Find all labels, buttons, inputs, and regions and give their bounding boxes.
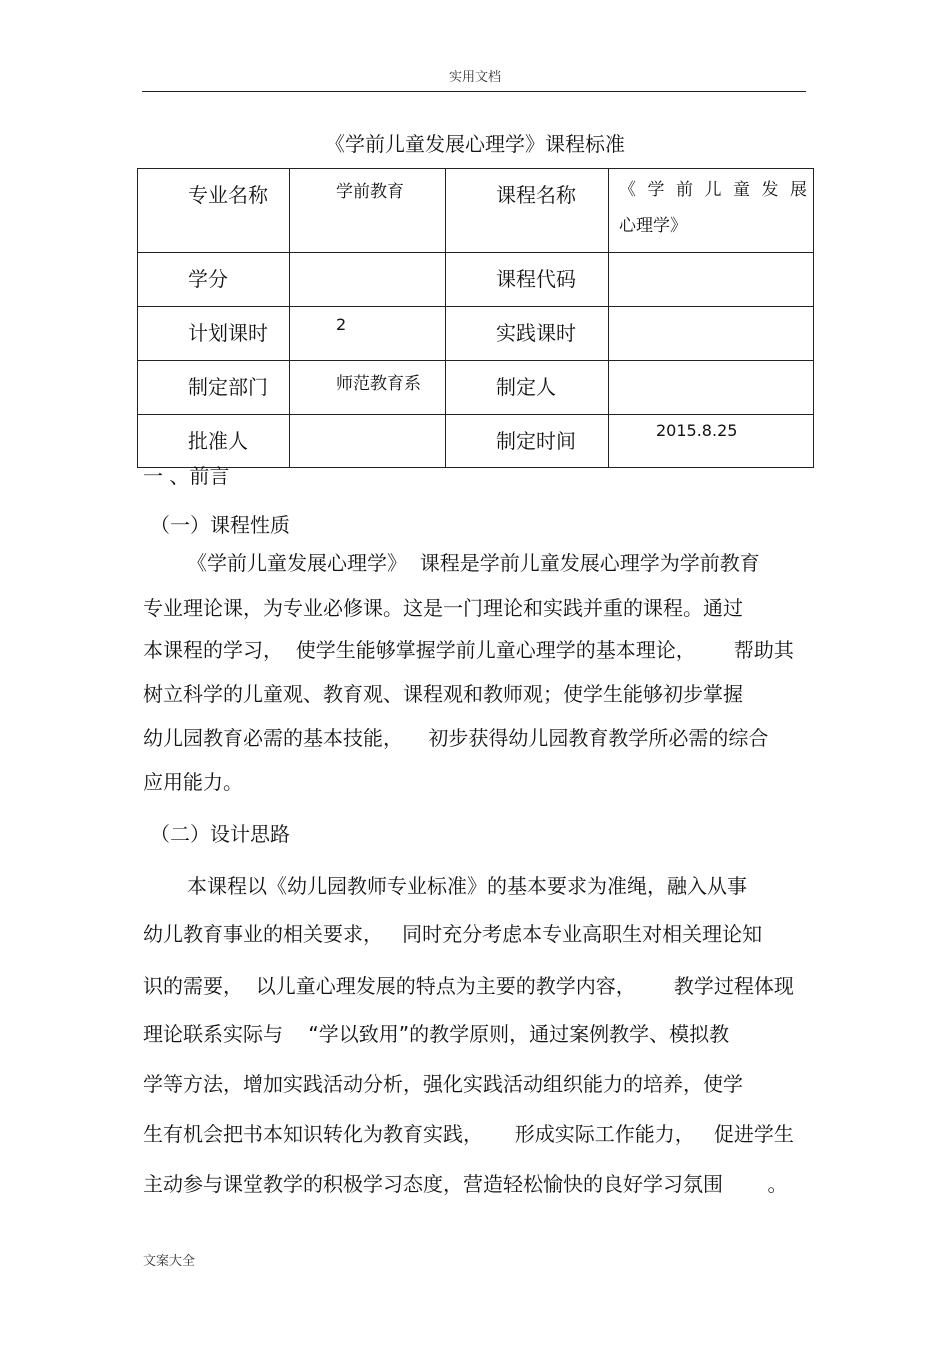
header-rule (142, 91, 806, 92)
document-title: 《学前儿童发展心理学》课程标准 (325, 132, 625, 156)
value-major: 学前教育 (290, 169, 446, 253)
paragraph-line: 树立科学的儿童观、教育观、课程观和教师观；使学生能够初步掌握 (143, 682, 743, 706)
paragraph-line: 学等方法，增加实践活动分析，强化实践活动组织能力的培养，使学 (143, 1072, 743, 1096)
subsection-heading-nature: （一）课程性质 (150, 513, 290, 537)
value-practice-hours (609, 307, 814, 361)
paragraph-line: 应用能力。 (143, 770, 243, 794)
paragraph-line: 主动参与课堂教学的积极学习态度，营造轻松愉快的良好学习氛围 。 (143, 1172, 788, 1196)
paragraph-line: 识的需要， 以儿童心理发展的特点为主要的教学内容， 教学过程体现 (143, 974, 794, 998)
paragraph-line: 生有机会把书本知识转化为教育实践， 形成实际工作能力， 促进学生 (143, 1122, 794, 1146)
label-major: 专业名称 (138, 169, 290, 253)
section-heading-preface: 一 、前言 (143, 464, 230, 488)
label-author: 制定人 (446, 361, 609, 415)
label-approver: 批准人 (138, 415, 290, 468)
paragraph-line: 理论联系实际与 “学以致用”的教学原则，通过案例教学、模拟教 (143, 1022, 730, 1046)
label-planned-hours: 计划课时 (138, 307, 290, 361)
value-date: 2015.8.25 (609, 415, 814, 468)
table-row (138, 253, 814, 307)
value-approver (290, 415, 446, 468)
label-department: 制定部门 (138, 361, 290, 415)
page-header: 实用文档 (448, 70, 501, 85)
course-info-table (137, 168, 814, 468)
subsection-heading-design: （二）设计思路 (150, 822, 290, 846)
paragraph-line: 《学前儿童发展心理学》 课程是学前儿童发展心理学为学前教育 (187, 551, 760, 575)
value-planned-hours: 2 (290, 307, 446, 361)
table-row (138, 307, 814, 361)
page-footer: 文案大全 (143, 1254, 196, 1269)
value-credits (290, 253, 446, 307)
value-course-name (609, 169, 814, 253)
course-name-line2: 心理学》 (619, 216, 687, 236)
table-row (138, 169, 814, 253)
paragraph-line: 幼儿园教育必需的基本技能， 初步获得幼儿园教育教学所必需的综合 (143, 726, 769, 750)
value-course-code (609, 253, 814, 307)
label-course-name: 课程名称 (446, 169, 609, 253)
table-row (138, 361, 814, 415)
value-author (609, 361, 814, 415)
paragraph-line: 本课程以《幼儿园教师专业标准》的基本要求为准绳，融入从事 (187, 874, 747, 898)
label-course-code: 课程代码 (446, 253, 609, 307)
course-name-line1: 《学前儿童发展 (619, 180, 807, 200)
paragraph-line: 幼儿教育事业的相关要求， 同时充分考虑本专业高职生对相关理论知 (143, 922, 763, 946)
table-row (138, 415, 814, 468)
label-credits: 学分 (138, 253, 290, 307)
value-department: 师范教育系 (290, 361, 446, 415)
paragraph-line: 专业理论课，为专业必修课。这是一门理论和实践并重的课程。通过 (143, 596, 743, 620)
label-practice-hours: 实践课时 (446, 307, 609, 361)
paragraph-line: 本课程的学习， 使学生能够掌握学前儿童心理学的基本理论， 帮助其 (143, 638, 794, 662)
label-date: 制定时间 (446, 415, 609, 468)
